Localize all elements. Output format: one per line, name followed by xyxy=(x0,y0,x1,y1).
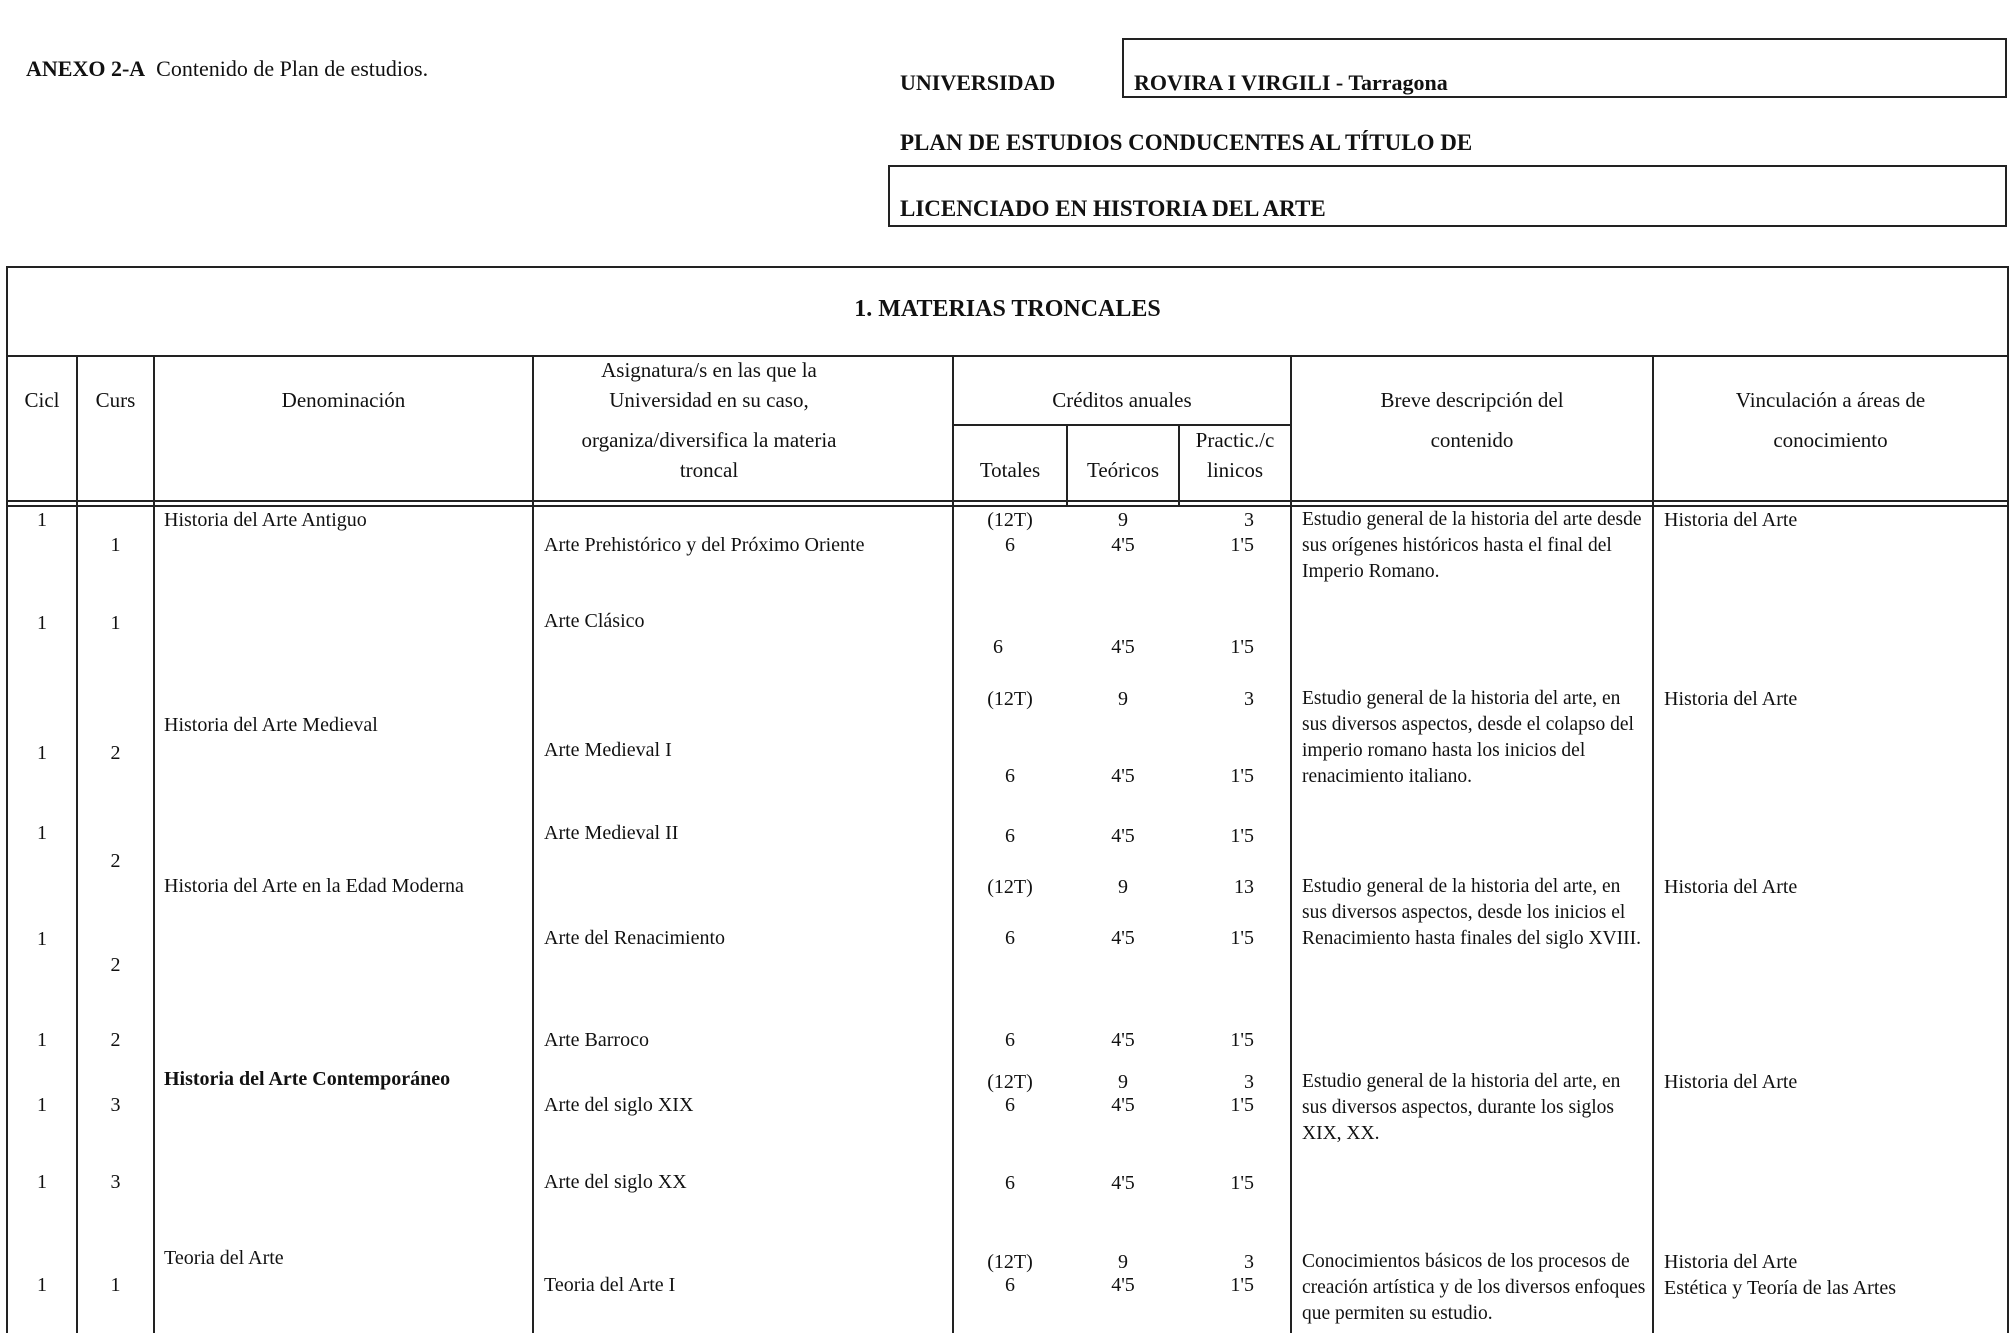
cell-totales: (12T) xyxy=(987,876,1033,898)
cell-vinculacion: Estética y Teoría de las Artes xyxy=(1664,1277,1897,1299)
cell-practicos: 1'5 xyxy=(1230,636,1254,658)
degree-title: LICENCIADO EN HISTORIA DEL ARTE xyxy=(900,196,1326,221)
cell-asignatura: Arte Barroco xyxy=(544,1029,649,1051)
col-asignatura-3: organiza/diversifica la materia xyxy=(581,428,837,452)
cell-teoricos: 4'5 xyxy=(1111,927,1135,949)
cell-totales: 6 xyxy=(1005,1172,1015,1194)
cell-teoricos: 9 xyxy=(1118,876,1128,898)
cell-cicl: 1 xyxy=(37,742,47,764)
university-label: UNIVERSIDAD xyxy=(900,70,1056,95)
section-title: 1. MATERIAS TRONCALES xyxy=(854,296,1161,322)
cell-cicl: 1 xyxy=(37,928,47,950)
cell-vinculacion: Historia del Arte xyxy=(1664,688,1798,710)
cell-teoricos: 4'5 xyxy=(1111,636,1135,658)
cell-descripcion: Estudio general de la historia del arte, en sus diversos aspectos, desde el colapso del imperio romano hasta los inicios del renacimiento italiano. xyxy=(1302,688,1634,787)
cell-totales: (12T) xyxy=(987,1071,1033,1093)
cell-practicos: 3 xyxy=(1244,509,1254,531)
table-rule xyxy=(6,500,2009,502)
col-asignatura-1: Asignatura/s en las que la xyxy=(601,358,817,382)
cell-descripcion: Estudio general de la historia del arte, en sus diversos aspectos, durante los siglos XIX, XX. xyxy=(1302,1071,1621,1144)
col-practicos-1: Practic./c xyxy=(1195,428,1275,452)
col-cicl: Cicl xyxy=(24,388,60,412)
col-practicos-2: linicos xyxy=(1207,458,1263,482)
cell-totales: 6 xyxy=(1005,927,1015,949)
cell-asignatura: Arte del Renacimiento xyxy=(544,927,726,949)
cell-curs: 3 xyxy=(110,1171,121,1193)
cell-asignatura: Arte del siglo XIX xyxy=(544,1094,694,1116)
cell-practicos: 1'5 xyxy=(1230,927,1254,949)
cell-cicl: 1 xyxy=(37,822,47,844)
cell-teoricos: 4'5 xyxy=(1111,1274,1135,1296)
cell-totales: 6 xyxy=(1005,1029,1015,1051)
cell-totales: 6 xyxy=(993,636,1003,658)
cell-cicl: 1 xyxy=(37,1171,47,1193)
cell-practicos: 1'5 xyxy=(1230,1029,1254,1051)
col-teoricos: Teóricos xyxy=(1086,458,1159,482)
cell-totales: 6 xyxy=(1005,825,1015,847)
cell-teoricos: 4'5 xyxy=(1111,825,1135,847)
cell-teoricos: 4'5 xyxy=(1111,1094,1135,1116)
cell-practicos: 13 xyxy=(1234,876,1254,898)
cell-cicl: 1 xyxy=(37,612,47,634)
col-vinculacion-1: Vinculación a áreas de xyxy=(1735,388,1926,412)
col-vinculacion-2: conocimiento xyxy=(1773,428,1888,452)
cell-teoricos: 9 xyxy=(1118,509,1128,531)
cell-denominacion: Historia del Arte Medieval xyxy=(164,714,378,736)
cell-vinculacion: Historia del Arte xyxy=(1664,509,1798,531)
cell-denominacion: Historia del Arte Antiguo xyxy=(164,509,367,531)
cell-curs: 2 xyxy=(110,850,121,872)
cell-curs: 1 xyxy=(110,612,121,634)
cell-descripcion: Estudio general de la historia del arte desde sus orígenes históricos hasta el final del Imperio Romano. xyxy=(1302,509,1642,582)
cell-totales: 6 xyxy=(1005,1094,1015,1116)
col-totales: Totales xyxy=(979,458,1041,482)
cell-practicos: 1'5 xyxy=(1230,1094,1254,1116)
cell-practicos: 1'5 xyxy=(1230,765,1254,787)
col-asignatura-2: Universidad en su caso, xyxy=(609,388,809,412)
cell-curs: 1 xyxy=(110,534,121,556)
column-rule xyxy=(532,355,534,1333)
cell-practicos: 1'5 xyxy=(1230,1274,1254,1296)
cell-vinculacion: Historia del Arte xyxy=(1664,1251,1798,1273)
cell-totales: 6 xyxy=(1005,534,1015,556)
cell-curs: 1 xyxy=(110,1274,121,1296)
university-name: ROVIRA I VIRGILI - Tarragona xyxy=(1134,70,1448,95)
cell-asignatura: Teoria del Arte I xyxy=(544,1274,676,1296)
column-rule xyxy=(1290,355,1292,1333)
cell-asignatura: Arte Medieval I xyxy=(544,739,672,761)
cell-vinculacion: Historia del Arte xyxy=(1664,876,1798,898)
cell-teoricos: 9 xyxy=(1118,1251,1128,1273)
cell-denominacion: Historia del Arte en la Edad Moderna xyxy=(164,875,464,897)
col-curs: Curs xyxy=(95,388,136,412)
cell-totales: 6 xyxy=(1005,1274,1015,1296)
cell-teoricos: 4'5 xyxy=(1111,1029,1135,1051)
cell-teoricos: 4'5 xyxy=(1111,765,1135,787)
cell-asignatura: Arte Clásico xyxy=(544,610,645,632)
cell-practicos: 1'5 xyxy=(1230,1172,1254,1194)
table-rule xyxy=(6,355,2009,357)
cell-practicos: 1'5 xyxy=(1230,825,1254,847)
cell-teoricos: 9 xyxy=(1118,688,1128,710)
cell-teoricos: 9 xyxy=(1118,1071,1128,1093)
annex-label: ANEXO 2-A xyxy=(26,56,146,81)
cell-cicl: 1 xyxy=(37,1094,47,1116)
cell-asignatura: Arte Prehistórico y del Próximo Oriente xyxy=(544,534,865,556)
cell-practicos: 3 xyxy=(1244,688,1254,710)
col-asignatura-4: troncal xyxy=(679,458,739,482)
cell-teoricos: 4'5 xyxy=(1111,534,1135,556)
col-creditos: Créditos anuales xyxy=(1052,388,1192,412)
cell-descripcion: Conocimientos básicos de los procesos de creación artística y de los diversos enfoques que permiten su estudio. xyxy=(1302,1251,1646,1324)
annex-text: Contenido de Plan de estudios. xyxy=(156,56,429,81)
cell-practicos: 3 xyxy=(1244,1251,1254,1273)
cell-cicl: 1 xyxy=(37,1029,47,1051)
column-rule xyxy=(1652,355,1654,1333)
cell-vinculacion: Historia del Arte xyxy=(1664,1071,1798,1093)
cell-totales: (12T) xyxy=(987,1251,1033,1273)
cell-totales: (12T) xyxy=(987,509,1033,531)
cell-cicl: 1 xyxy=(37,1274,47,1296)
plan-label: PLAN DE ESTUDIOS CONDUCENTES AL TÍTULO DE xyxy=(900,130,1473,155)
cell-totales: 6 xyxy=(1005,765,1015,787)
column-rule xyxy=(153,355,155,1333)
col-descripcion-2: contenido xyxy=(1430,428,1514,452)
cell-denominacion: Historia del Arte Contemporáneo xyxy=(164,1068,451,1090)
cell-curs: 3 xyxy=(110,1094,121,1116)
cell-denominacion: Teoria del Arte xyxy=(164,1247,284,1269)
cell-totales: (12T) xyxy=(987,688,1033,710)
cell-teoricos: 4'5 xyxy=(1111,1172,1135,1194)
col-denominacion: Denominación xyxy=(281,388,406,412)
cell-asignatura: Arte Medieval II xyxy=(544,822,679,844)
cell-curs: 2 xyxy=(110,954,121,976)
col-descripcion-1: Breve descripción del xyxy=(1380,388,1564,412)
cell-curs: 2 xyxy=(110,742,121,764)
cell-practicos: 1'5 xyxy=(1230,534,1254,556)
cell-cicl: 1 xyxy=(37,509,47,531)
cell-descripcion: Estudio general de la historia del arte, en sus diversos aspectos, desde los inicios el Renacimiento hasta finales del siglo XVIII. xyxy=(1302,876,1641,949)
cell-practicos: 3 xyxy=(1244,1071,1254,1093)
annex-heading xyxy=(26,56,428,82)
cell-curs: 2 xyxy=(110,1029,121,1051)
cell-asignatura: Arte del siglo XX xyxy=(544,1171,687,1193)
